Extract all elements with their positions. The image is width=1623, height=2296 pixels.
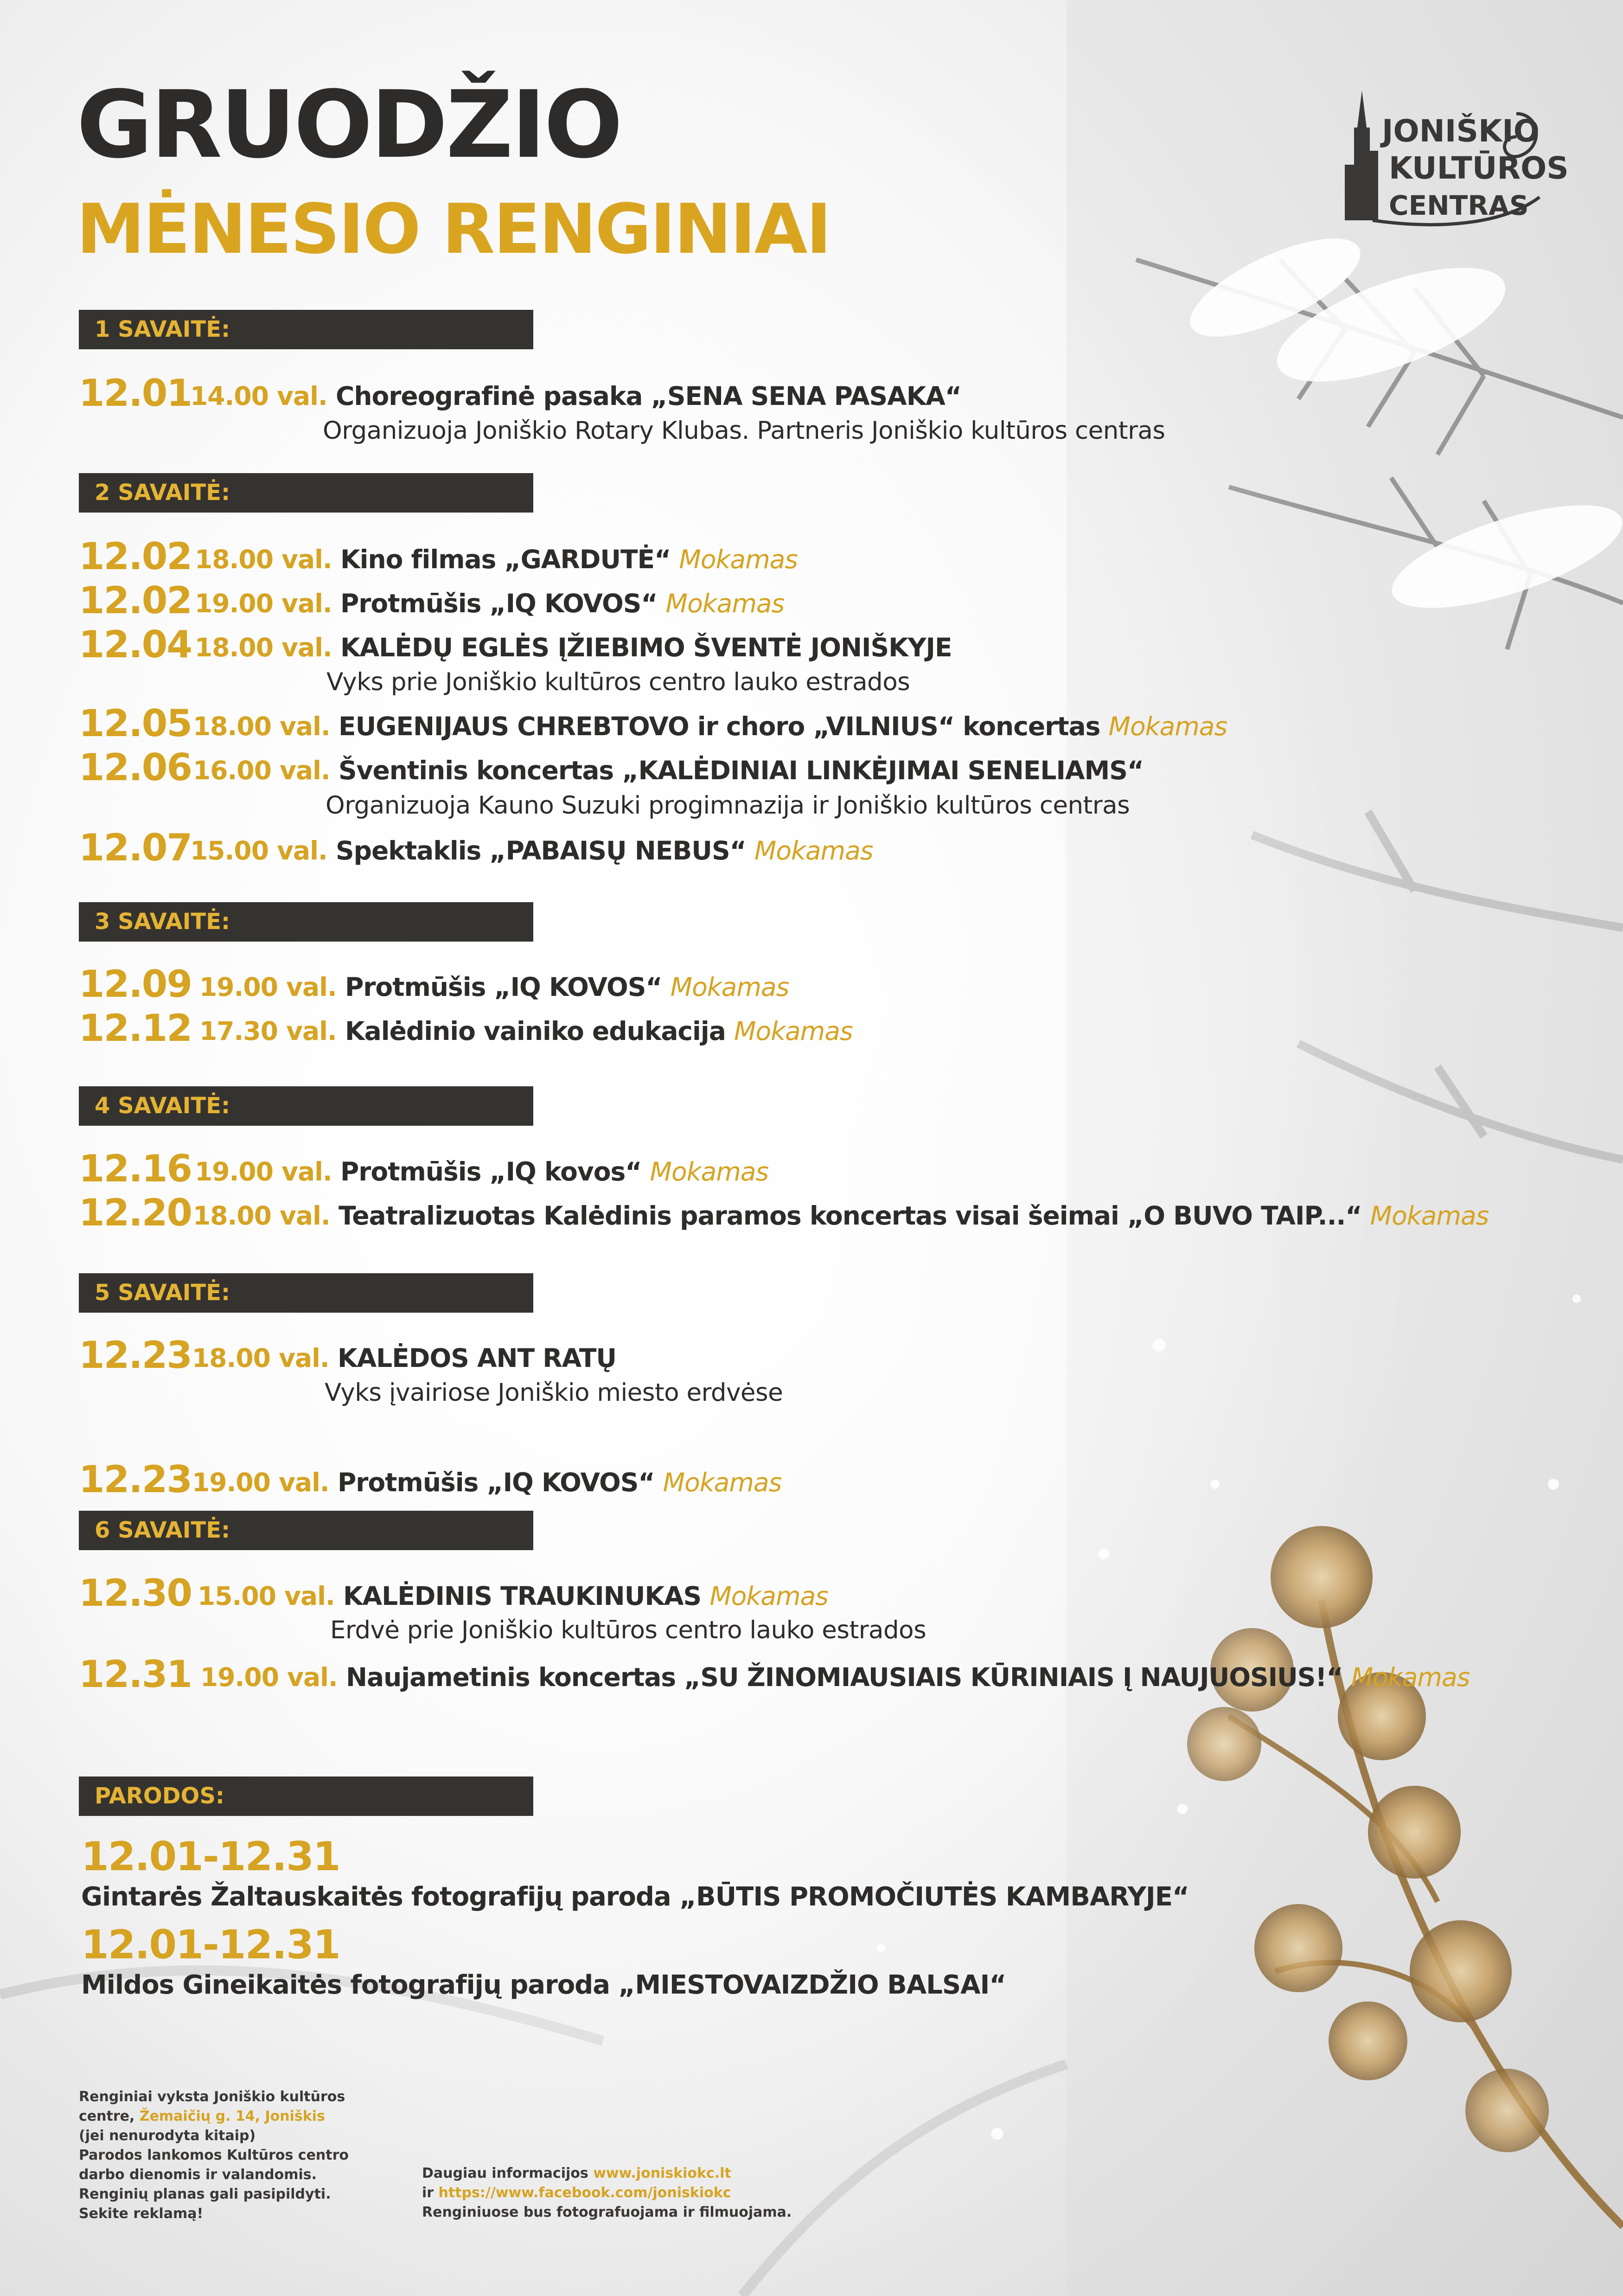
- week-2-header: 2 SAVAITĖ:: [79, 473, 533, 513]
- event-date: 12.04: [79, 623, 192, 666]
- event-time: 18.00 val.: [192, 1343, 329, 1373]
- footer-line: Sekite reklamą!: [79, 2206, 204, 2222]
- event-note: Organizuoja Joniškio Rotary Klubas. Partneris Joniškio kultūros centras: [323, 417, 1165, 445]
- event-date: 12.05: [79, 702, 192, 745]
- week-6-header: 6 SAVAITĖ:: [79, 1511, 533, 1550]
- event-name: Spektaklis „PABAISŲ NEBUS“: [336, 836, 746, 866]
- event-date: 12.07: [79, 826, 192, 869]
- event-time: 15.00 val.: [190, 836, 327, 866]
- paid-label: Mokamas: [665, 589, 785, 618]
- paid-label: Mokamas: [670, 972, 789, 1002]
- event-time: 19.00 val.: [199, 972, 337, 1002]
- event-name: KALĖDINIS TRAUKINUKAS: [343, 1581, 702, 1611]
- footer-line: Renginiuose bus fotografuojama ir filmuojama.: [422, 2204, 792, 2220]
- event-note: Vyks įvairiose Joniškio miesto erdvėse: [325, 1379, 783, 1407]
- event-time: 18.00 val.: [195, 545, 332, 574]
- event-time: 19.00 val.: [195, 1157, 332, 1186]
- event-date: 12.12: [79, 1007, 192, 1050]
- logo-line-1: JONIŠKIO: [1382, 113, 1540, 149]
- footer-line: Parodos lankomos Kultūros centro: [79, 2147, 349, 2163]
- exhibition-name: Mildos Gineikaitės fotografijų paroda „MIESTOVAIZDŽIO BALSAI“: [81, 1970, 1006, 2000]
- event-name: Choreografinė pasaka „SENA SENA PASAKA“: [336, 381, 962, 411]
- event-name: Protmūšis „IQ kovos“: [340, 1157, 642, 1186]
- joniskio-kulturos-centras-logo: [1345, 86, 1569, 239]
- footer-more-info: [422, 2164, 792, 2222]
- event-time: 16.00 val.: [193, 756, 330, 785]
- event-date: 12.09: [79, 962, 192, 1006]
- event-name: Kalėdinio vainiko edukacija: [345, 1016, 726, 1046]
- event-note: Erdvė prie Joniškio kultūros centro lauko estrados: [330, 1616, 927, 1644]
- footer-line: centre, Žemaičių g. 14, Joniškis: [79, 2108, 325, 2124]
- event-time: 18.00 val.: [195, 633, 332, 662]
- event-name: Protmūšis „IQ KOVOS“: [345, 972, 662, 1002]
- week-1-header: 1 SAVAITĖ:: [79, 310, 533, 349]
- event-name: EUGENIJAUS CHREBTOVO ir choro „VILNIUS“ koncertas: [339, 712, 1100, 741]
- event-date: 12.20: [79, 1191, 192, 1234]
- event-name: KALĖDOS ANT RATŲ: [338, 1343, 617, 1373]
- venue-address: Žemaičių g. 14, Joniškis: [139, 2108, 325, 2124]
- event-date: 12.01: [79, 372, 192, 415]
- event-date: 12.23: [79, 1334, 192, 1377]
- event-name: Šventinis koncertas „KALĖDINIAI LINKĖJIMAI SENELIAMS“: [339, 756, 1144, 785]
- paid-label: Mokamas: [1351, 1662, 1470, 1692]
- logo-line-2: KULTŪROS: [1389, 150, 1569, 186]
- paid-label: Mokamas: [709, 1581, 828, 1611]
- paid-label: Mokamas: [663, 1468, 782, 1497]
- footer-line: (jei nenurodyta kitaip): [79, 2128, 256, 2144]
- footer-line: Daugiau informacijos www.joniskiokc.lt: [422, 2165, 731, 2181]
- week-3-header: 3 SAVAITĖ:: [79, 902, 533, 942]
- paid-label: Mokamas: [734, 1016, 853, 1046]
- event-name: Teatralizuotas Kalėdinis paramos koncertas visai šeimai „O BUVO TAIP...“: [339, 1201, 1362, 1231]
- paid-label: Mokamas: [1370, 1201, 1489, 1231]
- event-note: Vyks prie Joniškio kultūros centro lauko estrados: [326, 668, 910, 696]
- event-time: 19.00 val.: [195, 589, 332, 618]
- website-link[interactable]: www.joniskiokc.lt: [593, 2165, 731, 2181]
- event-date: 12.30: [79, 1571, 192, 1615]
- event-name: Naujametinis koncertas „SU ŽINOMIAUSIAIS KŪRINIAIS Į NAUJUOSIUS!“: [346, 1662, 1343, 1692]
- footer-line: ir https://www.facebook.com/joniskiokc: [422, 2185, 731, 2201]
- week-4-header: 4 SAVAITĖ:: [79, 1086, 533, 1126]
- event-time: 18.00 val.: [193, 712, 330, 741]
- event-time: 18.00 val.: [193, 1201, 330, 1231]
- event-time: 19.00 val.: [192, 1468, 329, 1497]
- event-note: Organizuoja Kauno Suzuki progimnazija ir Joniškio kultūros centras: [326, 791, 1130, 820]
- footer-line: darbo dienomis ir valandomis.: [79, 2167, 317, 2183]
- event-name: Protmūšis „IQ KOVOS“: [340, 589, 658, 618]
- week-5-header: 5 SAVAITĖ:: [79, 1273, 533, 1313]
- exhibition-dates: 12.01-12.31: [81, 1922, 340, 1968]
- event-date: 12.06: [79, 746, 192, 789]
- event-date: 12.02: [79, 535, 192, 578]
- paid-label: Mokamas: [754, 836, 873, 866]
- paid-label: Mokamas: [679, 545, 798, 574]
- event-date: 12.23: [79, 1458, 192, 1501]
- logo-line-3: CENTRAS: [1389, 190, 1529, 221]
- event-date: 12.02: [79, 579, 192, 622]
- event-date: 12.31: [79, 1653, 192, 1696]
- paid-label: Mokamas: [1108, 712, 1227, 741]
- paid-label: Mokamas: [650, 1157, 769, 1186]
- facebook-link[interactable]: https://www.facebook.com/joniskiokc: [438, 2185, 731, 2201]
- event-date: 12.16: [79, 1147, 192, 1190]
- page-subtitle: MĖNESIO RENGINIAI: [77, 189, 831, 269]
- exhibitions-header: PARODOS:: [79, 1777, 533, 1816]
- event-time: 17.30 val.: [199, 1016, 337, 1046]
- exhibition-name: Gintarės Žaltauskaitės fotografijų paroda „BŪTIS PROMOČIUTĖS KAMBARYJE“: [81, 1882, 1189, 1912]
- footer-line: Renginių planas gali pasipildyti.: [79, 2186, 331, 2202]
- event-name: Protmūšis „IQ KOVOS“: [338, 1468, 655, 1497]
- event-time: 14.00 val.: [190, 381, 327, 411]
- event-name: KALĖDŲ EGLĖS ĮŽIEBIMO ŠVENTĖ JONIŠKYJE: [340, 633, 952, 662]
- page-title: GRUODŽIO: [77, 71, 621, 179]
- event-time: 19.00 val.: [200, 1662, 338, 1692]
- event-name: Kino filmas „GARDUTĖ“: [340, 545, 671, 574]
- exhibition-dates: 12.01-12.31: [81, 1834, 340, 1880]
- event-time: 15.00 val.: [198, 1581, 335, 1611]
- footer-venue-info: [79, 2087, 349, 2224]
- footer-line: Renginiai vyksta Joniškio kultūros: [79, 2089, 345, 2105]
